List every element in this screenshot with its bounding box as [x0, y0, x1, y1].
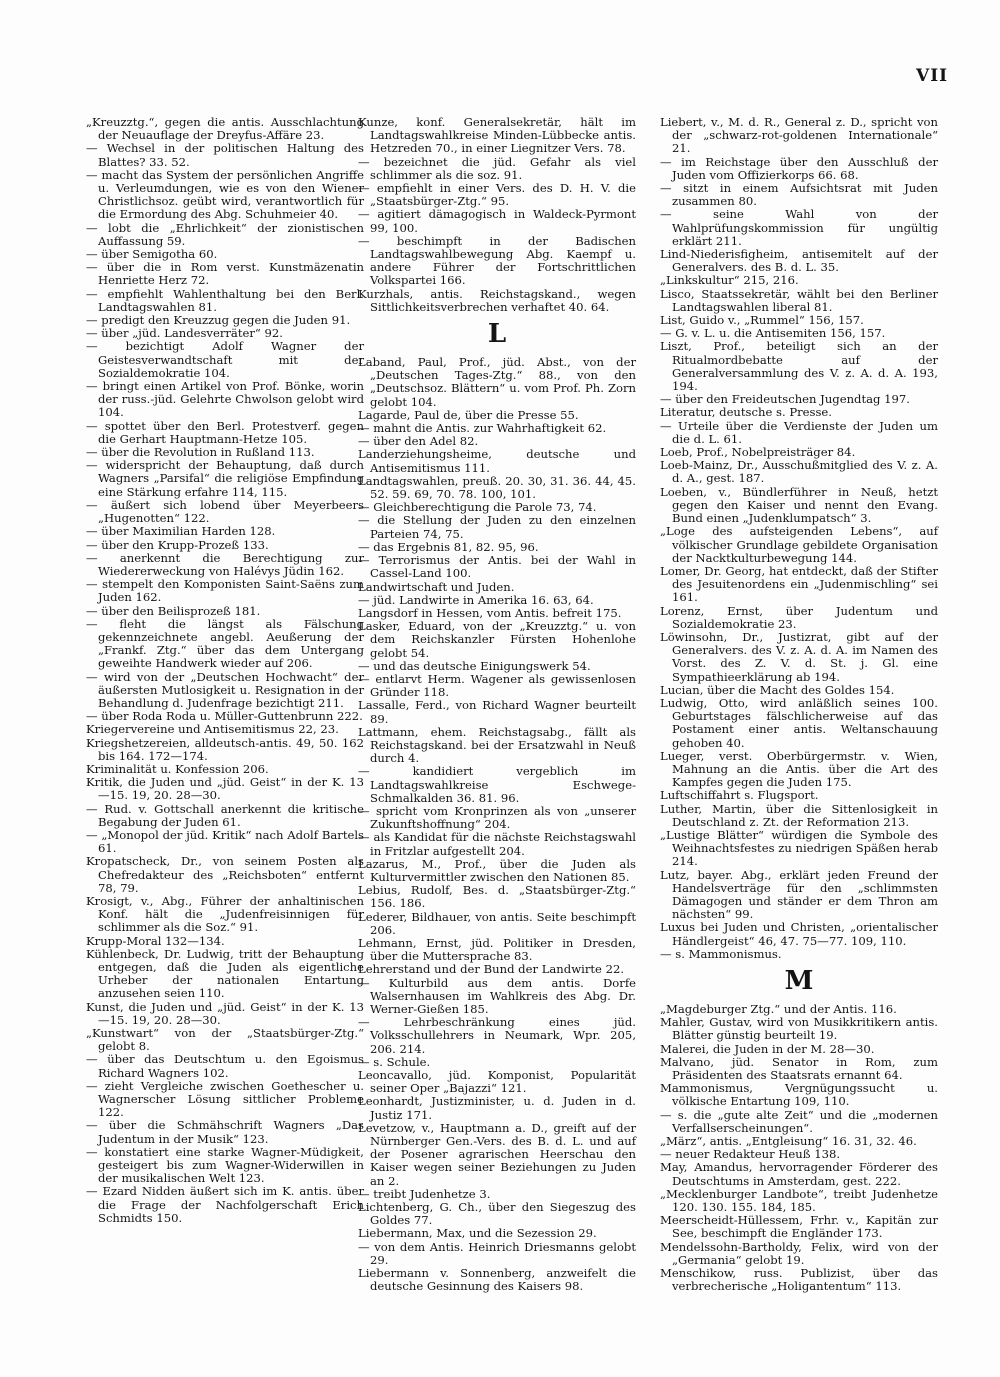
index-entry: — Rud. v. Gottschall anerkennt die kritische Begabung der Juden 61.	[86, 801, 364, 829]
index-entry: Lorenz, Ernst, über Judentum und Sozialdemokratie 23.	[660, 603, 938, 631]
index-entry: — Lehrbeschränkung eines jüd. Volksschullehrers in Neumark, Wpr. 205, 206. 214.	[358, 1015, 636, 1056]
index-entry: Lattmann, ehem. Reichstagsabg., fällt als Reichstagskand. bei der Ersatzwahl in Neuß durch 4.	[358, 724, 636, 766]
index-entry: — und das deutsche Einigungswerk 54.	[358, 658, 591, 673]
index-entry: Landtagswahlen, preuß. 20. 30, 31. 36. 44, 45. 52. 59. 69, 70. 78. 100, 101.	[358, 473, 636, 502]
index-entry: — Urteile über die Verdienste der Juden um die d. L. 61.	[660, 418, 938, 446]
index-column-2	[358, 116, 636, 1293]
index-entry: Liebert, v., M. d. R., General z. D., spricht von der „schwarz-rot-goldenen Internationale“ 21.	[660, 115, 938, 156]
index-entry: Laband, Paul, Prof., jüd. Abst., von der „Deutschen Tages-Ztg.“ 88., von den „Deutschsoz. Blättern“ u. vom Prof. Ph. Zorn gelobt 104.	[358, 355, 636, 409]
index-entry: — treibt Judenhetze 3.	[358, 1186, 491, 1201]
index-entry: — Terrorismus der Antis. bei der Wahl in Cassel-Land 100.	[358, 553, 636, 581]
index-entry: — entlarvt Herm. Wagener als gewissenlosen Gründer 118.	[358, 671, 636, 700]
index-entry: Kunst, die Juden und „jüd. Geist“ in der K. 13—15. 19, 20. 28—30.	[86, 999, 364, 1027]
index-entry: „Lustige Blätter“ würdigen die Symbole des Weihnachtsfestes zu niedrigen Späßen herab 214.	[660, 827, 938, 869]
index-entry: — empfiehlt Wahlenthaltung bei den Berl. Landtagswahlen 81.	[86, 286, 364, 314]
index-entry: — bezeichnet die jüd. Gefahr als viel schlimmer als die soz. 91.	[358, 154, 636, 182]
index-entry: „Magdeburger Ztg.“ und der Antis. 116.	[660, 1002, 897, 1016]
index-entry: — s. die „gute alte Zeit“ und die „modernen Verfallserscheinungen“.	[660, 1107, 938, 1135]
index-entry: List, Guido v., „Rummel“ 156, 157.	[660, 313, 864, 328]
index-entry: Kriegervereine und Antisemitismus 22, 23.	[86, 722, 339, 737]
index-entry: Menschikow, russ. Publizist, über das verbrecherische „Holigantentum“ 113.	[660, 1266, 938, 1294]
index-entry: — beschimpft in der Badischen Landtagswahlbewegung Abg. Kaempf u. andere Führer der Fortschrittlichen Volkspartei 166.	[358, 233, 636, 288]
index-entry: Malerei, die Juden in der M. 28—30.	[660, 1041, 875, 1056]
index-entry: Lassalle, Ferd., von Richard Wagner beurteilt 89.	[358, 698, 636, 726]
index-entry: Lazarus, M., Prof., über die Juden als Kulturvermittler zwischen den Nationen 85.	[358, 856, 636, 884]
index-entry: „Loge des aufsteigenden Lebens“, auf völkischer Grundlage gebildete Organisation der Nacktkulturbewegung 144.	[660, 524, 938, 565]
index-entry: — über den Beilisprozeß 181.	[86, 603, 261, 618]
index-entry: Kühlenbeck, Dr. Ludwig, tritt der Behauptung entgegen, daß die Juden als eigentliche Urheber der nationalen Entartung anzusehen seien 110.	[86, 946, 364, 1001]
index-entry: — macht das System der persönlichen Angriffe u. Verleumdungen, wie es von den Wiener Christlichsoz. geübt wird, verantwortlich für die Ermordung des Abg. Schuhmeier 40.	[86, 167, 364, 222]
index-entry: — Wechsel in der politischen Haltung des Blattes? 33. 52.	[86, 141, 364, 169]
index-entry: — über den Freideutschen Jugendtag 197.	[660, 392, 910, 407]
index-entry: Lasker, Eduard, von der „Kreuzztg.“ u. von dem Reichskanzler Fürsten Hohenlohe gelobt 54.	[358, 619, 636, 660]
index-entry: Lucian, über die Macht des Goldes 154.	[660, 682, 895, 697]
index-entry: — über die Revolution in Rußland 113.	[86, 445, 315, 460]
index-entry: Ludwig, Otto, wird anläßlich seines 100. Geburtstages fälschlicherweise auf das Postament einer antis. Weltanschauung gehoben 40.	[660, 695, 938, 750]
index-entry: „März“, antis. „Entgleisung“ 16. 31, 32. 46.	[660, 1134, 917, 1149]
index-entry: — als Kandidat für die nächste Reichstagswahl in Fritzlar aufgestellt 204.	[358, 830, 636, 858]
index-entry: — bringt einen Artikel von Prof. Bönke, worin der russ.-jüd. Gelehrte Chwolson gelobt wird 104.	[86, 379, 364, 420]
index-entry: Liszt, Prof., beteiligt sich an der Ritualmordbebatte auf der Generalversammlung des V. z. A. d. A. 193, 194.	[660, 339, 938, 394]
index-entry: — Ezard Nidden äußert sich im K. antis. über die Frage der Nachfolgerschaft Erich Schmidts 150.	[86, 1184, 364, 1225]
index-entry: — stempelt den Komponisten Saint-Saëns zum Juden 162.	[86, 577, 364, 605]
index-column-3	[660, 116, 938, 1293]
index-entry: Leonhardt, Justizminister, u. d. Juden in d. Justiz 171.	[358, 1094, 636, 1122]
index-entry: Loeb, Prof., Nobelpreisträger 84.	[660, 445, 856, 460]
index-entry: Loeb-Mainz, Dr., Ausschußmitglied des V. z. A. d. A., gest. 187.	[660, 458, 938, 486]
index-entry: „Mecklenburger Landbote“, treibt Judenhetze 120. 130. 155. 184, 185.	[660, 1186, 938, 1215]
index-entry: Kurzhals, antis. Reichstagskand., wegen Sittlichkeitsverbrechen verhaftet 40. 64.	[358, 286, 636, 314]
index-entry: — jüd. Landwirte in Amerika 16. 63, 64.	[358, 592, 594, 607]
index-entry: Liebermann, Max, und die Sezession 29.	[358, 1226, 597, 1241]
index-entry: Lisco, Staatssekretär, wählt bei den Berliner Landtagswahlen liberal 81.	[660, 286, 938, 314]
index-entry: Loeben, v., Bündlerführer in Neuß, hetzt gegen den Kaiser und nennt den Evang. Bund einen „Judenklumpatsch“ 3.	[660, 484, 938, 526]
section-letter: L	[487, 319, 507, 350]
index-entry: Lomer, Dr. Georg, hat entdeckt, daß der Stifter des Jesuitenordens ein „Judenmischling“ sei 161.	[660, 563, 938, 605]
index-entry: — fleht die längst als Fälschung gekennzeichnete angebl. Aeußerung der „Frankf. Ztg.“ über das dem Untergang geweihte Handwerk wieder auf 206.	[86, 616, 364, 671]
index-entry: — über Maximilian Harden 128.	[86, 524, 276, 539]
index-entry: — das Ergebnis 81, 82. 95, 96.	[358, 539, 539, 554]
index-entry: — bezichtigt Adolf Wagner der Geistesverwandtschaft mit der Sozialdemokratie 104.	[86, 339, 364, 380]
index-entry: Kropatscheck, Dr., von seinem Posten als Chefredakteur des „Reichsboten“ entfernt 78, 79.	[86, 854, 364, 895]
index-entry: — lobt die „Ehrlichkeit“ der zionistischen Auffassung 59.	[86, 220, 364, 248]
index-entry: — mahnt die Antis. zur Wahrhaftigkeit 62.	[358, 421, 607, 436]
index-entry: — über den Krupp-Prozeß 133.	[86, 537, 269, 552]
index-entry: — über die in Rom verst. Kunstmäzenatin Henriette Herz 72.	[86, 260, 364, 288]
section-letter: M	[784, 966, 814, 996]
index-entry: Krosigt, v., Abg., Führer der anhaltinischen Konf. hält die „Judenfreisinnigen für schlimmer als die Soz.“ 91.	[86, 893, 364, 935]
index-entry: Lagarde, Paul de, über die Presse 55.	[358, 407, 579, 422]
index-entry: Luftschiffahrt s. Flugsport.	[660, 788, 819, 803]
index-entry: — Kulturbild aus dem antis. Dorfe Walsernhausen im Wahlkreis des Abg. Dr. Werner-Gießen 185.	[358, 975, 636, 1016]
index-entry: May, Amandus, hervorragender Förderer des Deutschtums in Amsterdam, gest. 222.	[660, 1160, 938, 1188]
index-entry: — G. v. L. u. die Antisemiten 156, 157.	[660, 326, 886, 341]
index-entry: — widerspricht der Behauptung, daß durch Wagners „Parsifal“ die religiöse Empfindung eine Stärkung erfahre 114, 115.	[86, 458, 364, 499]
index-entry: — über das Deutschtum u. den Egoismus Richard Wagners 102.	[86, 1052, 364, 1080]
index-entry: Leoncavallo, jüd. Komponist, Popularität seiner Oper „Bajazzi“ 121.	[358, 1068, 636, 1096]
index-entry: — Gleichberechtigung die Parole 73, 74.	[358, 500, 597, 515]
index-entry: Kritik, die Juden und „jüd. Geist“ in der K. 13—15. 19, 20. 28—30.	[86, 775, 364, 803]
index-entry: Malvano, jüd. Senator in Rom, zum Präsidenten des Staatsrats ernannt 64.	[660, 1054, 938, 1083]
index-entry: — spottet über den Berl. Protestverf. gegen die Gerhart Hauptmann-Hetze 105.	[86, 418, 364, 446]
index-entry: „Kunstwart“ von der „Staatsbürger-Ztg.“ gelobt 8.	[86, 1026, 364, 1054]
index-entry: Landwirtschaft und Juden.	[358, 579, 515, 594]
index-entry: — über den Adel 82.	[358, 434, 479, 449]
index-entry: — im Reichstage über den Ausschluß der Juden vom Offizierkorps 66. 68.	[660, 154, 938, 182]
index-entry: Lind-Niederisfigheim, antisemitelt auf der Generalvers. des B. d. L. 35.	[660, 247, 938, 275]
index-entry: — die Stellung der Juden zu den einzelnen Parteien 74, 75.	[358, 513, 636, 541]
index-entry: Kriegshetzereien, alldeutsch-antis. 49, 50. 162 bis 164. 172—174.	[86, 735, 364, 763]
index-entry: Mahler, Gustav, wird von Musikkritikern antis. Blätter günstig beurteilt 19.	[660, 1015, 938, 1043]
index-entry: Levetzow, v., Hauptmann a. D., greift auf der Nürnberger Gen.-Vers. des B. d. L. und auf der Posener agrarischen Heerschau den Kaiser wegen seiner Beziehungen zu Juden an 2.	[358, 1120, 636, 1188]
index-entry: — von dem Antis. Heinrich Driesmanns gelobt 29.	[358, 1239, 636, 1267]
index-entry: — „Monopol der jüd. Kritik“ nach Adolf Bartels 61.	[86, 827, 364, 856]
index-entry: — zieht Vergleiche zwischen Goethescher u. Wagnerscher Lösung sittlicher Probleme 122.	[86, 1078, 364, 1120]
index-entry: „Linkskultur“ 215, 216.	[660, 273, 799, 288]
index-entry: — s. Schule.	[358, 1054, 431, 1069]
index-entry: — über Roda Roda u. Müller-Guttenbrunn 222.	[86, 709, 363, 724]
index-entry: — kandidiert vergeblich im Landtagswahlkreise Eschwege-Schmalkalden 36. 81. 96.	[358, 764, 636, 805]
index-entry: Lichtenberg, G. Ch., über den Siegeszug des Goldes 77.	[358, 1200, 636, 1228]
index-entry: Löwinsohn, Dr., Justizrat, gibt auf der Generalvers. des V. z. A. d. A. im Namen des Vorst. des Z. V. d. St. j. Gl. eine Sympathieerklärung ab 194.	[660, 629, 938, 684]
index-entry: Krupp-Moral 132—134.	[86, 933, 225, 948]
index-entry: — predigt den Kreuzzug gegen die Juden 91.	[86, 313, 351, 328]
index-entry: Lueger, verst. Oberbürgermstr. v. Wien, Mahnung an die Antis. über die Art des Kampfes gegen die Juden 175.	[660, 748, 938, 790]
index-entry: — wird von der „Deutschen Hochwacht“ der äußersten Mutlosigkeit u. Resignation in der Behandlung d. Judenfrage bezichtigt 211.	[86, 669, 364, 710]
index-entry: — agitiert dämagogisch in Waldeck-Pyrmont 99, 100.	[358, 207, 636, 235]
index-entry: Lebius, Rudolf, Bes. d. „Staatsbürger-Ztg.“ 156. 186.	[358, 883, 636, 911]
index-entry: — äußert sich lobend über Meyerbeers „Hugenotten“ 122.	[86, 497, 364, 526]
index-entry: Kunze, konf. Generalsekretär, hält im Landtagswahlkreise Minden-Lübbecke antis. Hetzreden 70., in einer Liegnitzer Vers. 78.	[358, 115, 636, 156]
index-entry: „Kreuzztg.“, gegen die antis. Ausschlachtung der Neuauflage der Dreyfus-Affäre 23.	[86, 115, 364, 143]
index-column-1	[86, 116, 364, 1225]
index-entry: — seine Wahl von der Wahlprüfungskommission für ungültig erklärt 211.	[660, 207, 938, 248]
index-entry: Lederer, Bildhauer, von antis. Seite beschimpft 206.	[358, 909, 636, 937]
index-entry: Lehrerstand und der Bund der Landwirte 22.	[358, 962, 625, 977]
index-entry: Mendelssohn-Bartholdy, Felix, wird von der „Germania“ gelobt 19.	[660, 1239, 938, 1267]
index-entry: Lutz, bayer. Abg., erklärt jeden Freund der Handelsverträge für den „schlimmsten Dämagogen und ständer er dem Thron am nächsten“ 99.	[660, 867, 938, 922]
index-entry: Kriminalität u. Konfession 206.	[86, 761, 269, 776]
index-entry: — anerkennt die Berechtigung zur Wiedererweckung von Halévys Jüdin 162.	[86, 550, 364, 578]
index-entry: — über „jüd. Landesverräter“ 92.	[86, 326, 283, 341]
index-entry: — empfiehlt in einer Vers. des D. H. V. die „Staatsbürger-Ztg.“ 95.	[358, 181, 636, 209]
index-entry: — spricht vom Kronprinzen als von „unserer Zukunftshoffnung“ 204.	[358, 803, 636, 832]
index-entry: Literatur, deutsche s. Presse.	[660, 405, 832, 420]
index-entry: Meerscheidt-Hüllessem, Frhr. v., Kapitän zur See, beschimpft die Engländer 173.	[660, 1213, 938, 1241]
index-entry: Langsdorf in Hessen, vom Antis. befreit 175.	[358, 605, 622, 620]
index-entry: Mammonismus, Vergnügungssucht u. völkische Entartung 109, 110.	[660, 1081, 938, 1109]
index-entry: — über Semigotha 60.	[86, 247, 218, 262]
index-entry: Landerziehungsheime, deutsche und Antisemitismus 111.	[358, 447, 636, 475]
index-entry: — konstatiert eine starke Wagner-Müdigkeit, gesteigert bis zum Wagner-Widerwillen in der musikalischen Welt 123.	[86, 1144, 364, 1186]
index-entry: Luxus bei Juden und Christen, „orientalischer Händlergeist“ 46, 47. 75—77. 109, 110.	[660, 920, 938, 948]
index-entry: Liebermann v. Sonnenberg, anzweifelt die deutsche Gesinnung des Kaisers 98.	[358, 1266, 636, 1294]
index-entry: — sitzt in einem Aufsichtsrat mit Juden zusammen 80.	[660, 181, 938, 209]
index-entry: — neuer Redakteur Heuß 138.	[660, 1147, 841, 1162]
index-entry: — s. Mammonismus.	[660, 946, 782, 961]
page-number: VII	[916, 66, 949, 86]
index-entry: Lehmann, Ernst, jüd. Politiker in Dresden, über die Muttersprache 83.	[358, 935, 636, 964]
index-entry: — über die Schmähschrift Wagners „Das Judentum in der Musik“ 123.	[86, 1118, 364, 1146]
index-entry: Luther, Martin, über die Sittenlosigkeit in Deutschland z. Zt. der Reformation 213.	[660, 801, 938, 829]
